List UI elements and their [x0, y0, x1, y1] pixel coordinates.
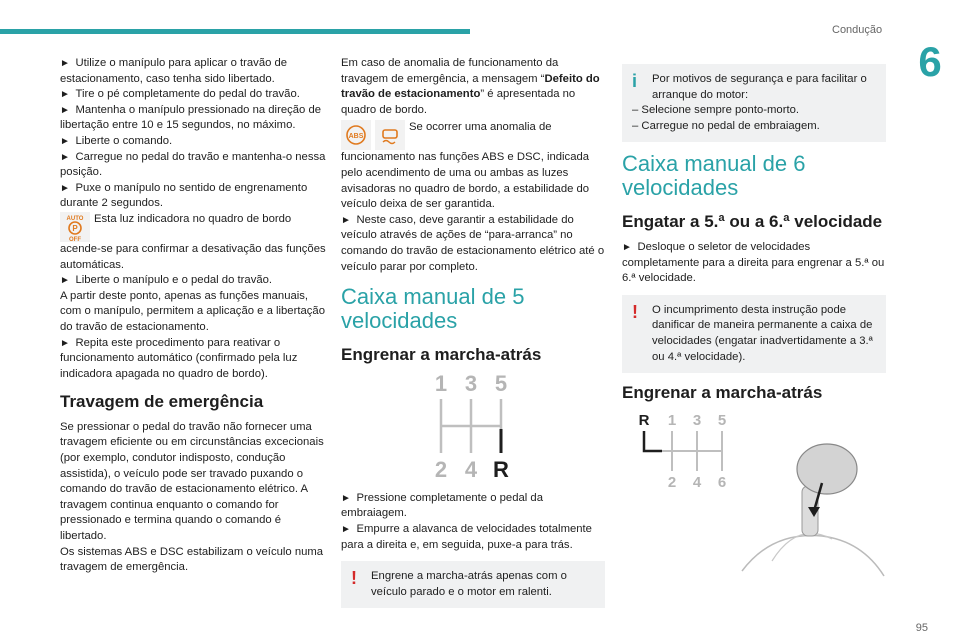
- info-box-safety: [622, 64, 886, 142]
- header-accent-bar: [0, 29, 470, 34]
- step-apply-brake: ► Utilize o manípulo para aplicar o travão de estacionamento, caso tenha sido libertado.: [60, 56, 328, 87]
- step-move-selector: ► Desloque o seletor de velocidades completamente para a direita para engrenar a 5.ª ou 6.ª velocidade.: [622, 240, 886, 287]
- dsc-warning-icon: [375, 120, 405, 150]
- step-press-clutch: ► Pressione completamente o pedal da embraiagem.: [341, 491, 605, 522]
- gear-label: 1: [667, 411, 677, 429]
- gear-label-reverse: R: [493, 456, 509, 481]
- fault-text-a: Em caso de anomalia de funcionamento da travagem de emergência, a mensagem “: [341, 57, 559, 85]
- auto-icon-label: AUTO: [66, 215, 84, 222]
- section-heading-emergency: Travagem de emergência: [60, 392, 264, 412]
- fault-message: Defeito do travão de estacionamento: [341, 72, 600, 101]
- page-number: 95: [915, 622, 928, 634]
- abs-dsc-fault-text: Se ocorrer uma anomalia de funcionamento nas funções ABS e DSC, indicada pelo acendimento de uma ou ambas as luzes avisadoras no quadro de bordo, a estabilidade do veículo deixa de ser garantida.: [341, 121, 590, 211]
- auto-off-light-row: [60, 212, 328, 273]
- gear-label: 3: [692, 411, 702, 429]
- step-push-lever: ► Empurre a alavanca de velocidades totalmente para a direita e, em seguida, puxe-a para trás.: [341, 522, 605, 553]
- emergency-paragraph: Se pressionar o pedal do travão não fornecer uma travagem eficiente ou em circunstâncias excecionais (por exemplo, condutor indisposto, condução assistida), o veículo pode ser travado puxando o comando do travão de estacionamento elétrico. A travagem continua enquanto o comando for pressionado e termina quando o comando é libertado.: [60, 420, 324, 543]
- warning-box-gearbox: [622, 295, 886, 373]
- fault-text-c: ” é apresentada no quadro de bordo.: [341, 88, 576, 116]
- section-heading-manual5: Caixa manual de 5 velocidades: [341, 284, 525, 334]
- gear-pattern-5-speed: [423, 373, 523, 481]
- step-press-brake: ► Carregue no pedal do travão e mantenha-o nessa posição.: [60, 150, 328, 181]
- auto-off-warning-icon: [60, 212, 90, 242]
- manual-mode-paragraph: A partir deste ponto, apenas as funções manuais, com o manípulo, permitem a aplicação e a libertação do travão de estacionamento.: [60, 289, 325, 333]
- section-heading-engage: Engatar a 5.ª ou a 6.ª velocidade: [622, 212, 883, 232]
- step-pull-control: ► Puxe o manípulo no sentido de engrenamento durante 2 segundos.: [60, 181, 328, 212]
- step-release-pedal: ► Tire o pé completamente do pedal do travão.: [60, 87, 328, 103]
- gear-label: 3: [464, 372, 478, 396]
- info-item: – Carregue no pedal de embraiagem.: [632, 119, 820, 132]
- gear-label: 5: [494, 372, 508, 396]
- chapter-number: 6: [918, 38, 942, 85]
- step-release-control: ► Liberte o comando.: [60, 134, 328, 150]
- warning-icon: !: [351, 568, 357, 589]
- step-stop-start: ► Neste caso, deve garantir a estabilidade do veículo através de ações de “para-arranca” no comando do travão de estacionamento elétrico até o veículo parar por completo.: [341, 213, 605, 275]
- warning-text: Engrene a marcha-atrás apenas com o veículo parado e o motor em ralenti.: [371, 570, 567, 598]
- section-heading-manual6: Caixa manual de 6 velocidades: [622, 151, 806, 201]
- abs-warning-row: [341, 120, 605, 212]
- gear-label: 2: [667, 473, 677, 491]
- gear-label: 2: [434, 456, 448, 481]
- step-repeat: ► Repita este procedimento para reativar o funcionamento automático (confirmado pela luz indicadora apagada no quadro de bordo).: [60, 336, 328, 383]
- column-2: [341, 56, 605, 616]
- svg-text:P: P: [72, 223, 78, 233]
- off-icon-label: OFF: [69, 236, 81, 242]
- gear-label: 5: [717, 411, 727, 429]
- step-release-all: ► Liberte o manípulo e o pedal do travão.: [60, 273, 328, 289]
- abs-dsc-paragraph: Os sistemas ABS e DSC estabilizam o veículo numa travagem de emergência.: [60, 545, 324, 574]
- gear-label: 4: [692, 473, 702, 491]
- warning-box-reverse: [341, 561, 605, 608]
- column-1: [60, 56, 328, 576]
- gear-label: 6: [717, 473, 727, 491]
- info-item: – Selecione sempre ponto-morto.: [632, 104, 800, 117]
- gear-label: 4: [464, 456, 478, 481]
- abs-warning-icon: [341, 120, 371, 150]
- chapter-title: Condução: [832, 24, 883, 36]
- warning-icon: !: [632, 301, 638, 322]
- gear-illustration-6-speed: [622, 411, 886, 581]
- gear-label-reverse: R: [638, 411, 650, 429]
- step-hold-control: ► Mantenha o manípulo pressionado na direção de libertação entre 10 e 15 segundos, no máximo.: [60, 103, 328, 134]
- gear-label: 1: [434, 372, 448, 396]
- gear-lever-drawing: [742, 444, 884, 576]
- abs-icon-label: ABS: [348, 133, 364, 141]
- section-heading-reverse: Engrenar a marcha-atrás: [341, 345, 542, 365]
- auto-off-light-text: Esta luz indicadora no quadro de bordo acende-se para confirmar a desativação das funções automáticas.: [60, 212, 326, 271]
- column-3: [622, 56, 886, 581]
- warning-text: O incumprimento desta instrução pode danificar de maneira permanente a caixa de velocidades (engatar inadvertidamente a 3.ª ou 4.ª velocidade).: [652, 303, 873, 363]
- info-icon: i: [632, 71, 638, 91]
- section-heading-reverse-6: Engrenar a marcha-atrás: [622, 383, 823, 403]
- info-intro: Por motivos de segurança e para facilitar o arranque do motor:: [652, 73, 867, 101]
- brake-fault-paragraph: [341, 56, 605, 118]
